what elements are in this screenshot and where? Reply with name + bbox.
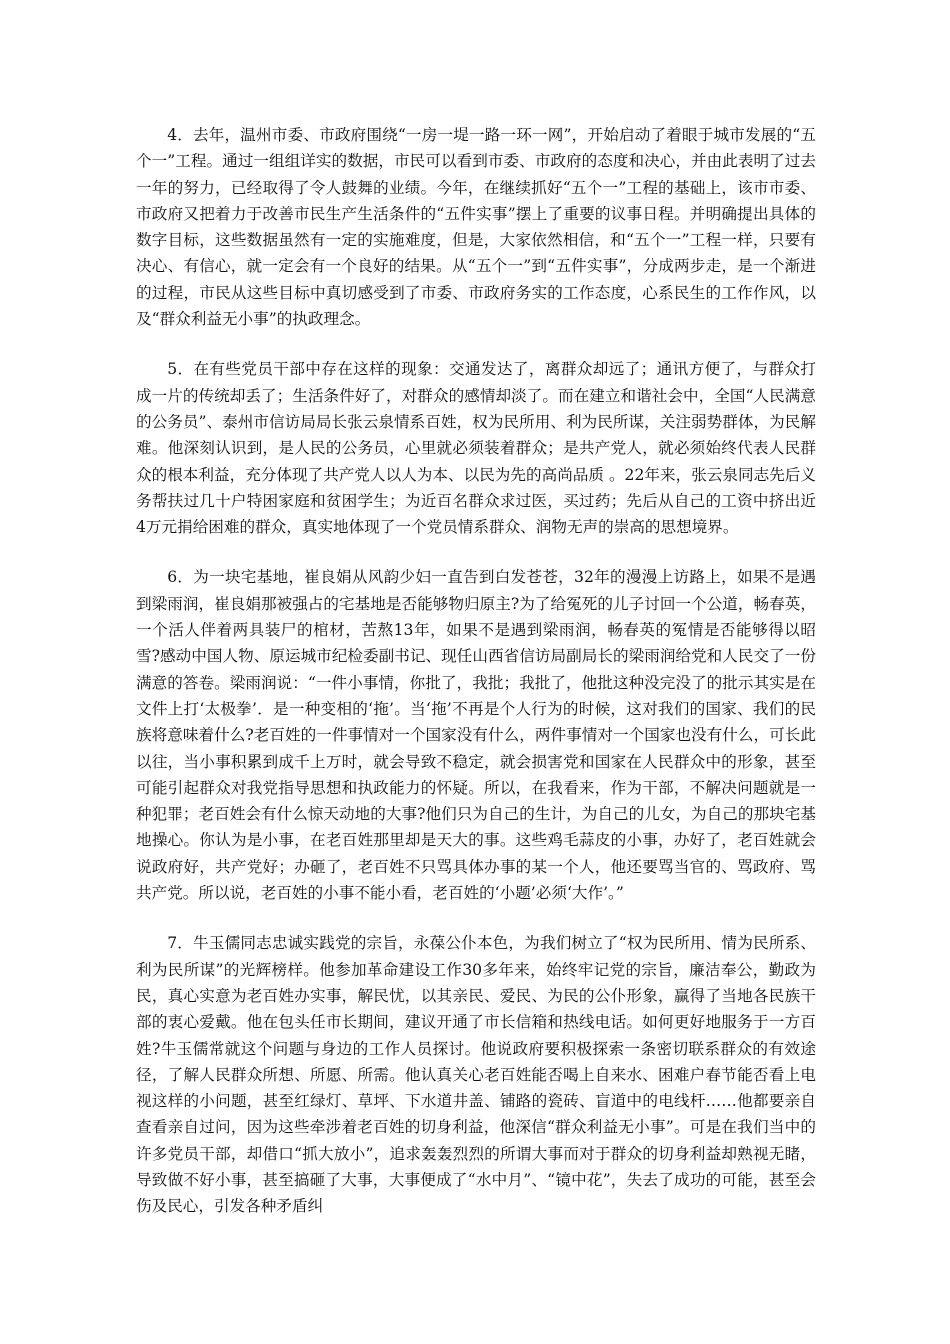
paragraph-6: 6．为一块宅基地，崔良娟从风韵少妇一直告到白发苍苍，32年的漫漫上访路上，如果不是遇到梁雨润，崔良娟那被强占的宅基地是否能够物归原主?为了给冤死的儿子讨回一个公道，畅春英，一个活人伴着两具装尸的棺材，苦熬13年，如果不是遇到梁雨润，畅春英的冤情是否能够得以昭雪?感动中国人物、原运城市纪检委副书记、现任山西省信访局副局长的梁雨润给党和人民交了一份满意的答卷。梁雨润说：“一件小事情，你批了，我批；我批了，他批这种没完没了的批示其实是在文件上打‘太极拳’．是一种变相的‘拖’。当‘拖’不再是个人行为的时候，这对我们的国家、我们的民族将意味着什么?老百姓的一件事情对一个国家没有什么，两件事情对一个国家也没有什么，可长此以往，当小事积累到成千上万时，就会导致不稳定，就会损害党和国家在人民群众中的形象，甚至可能引起群众对我党指导思想和执政能力的怀疑。所以，在我看来，作为干部，不解决问题就是一种犯罪；老百姓会有什么惊天动地的大事?他们只为自己的生计，为自己的儿女，为自己的那块宅基地操心。你认为是小事，在老百姓那里却是天大的事。这些鸡毛蒜皮的小事，办好了，老百姓就会说政府好，共产党好；办砸了，老百姓不只骂具体办事的某一个人，他还要骂当官的、骂政府、骂共产党。所以说，老百姓的小事不能小看，老百姓的‘小题’必须‘大作’。” (136, 568, 816, 903)
document-page (136, 122, 816, 1244)
paragraph-7: 7．牛玉儒同志忠诚实践党的宗旨，永葆公仆本色，为我们树立了“权为民所用、情为民所系、利为民所谋”的光辉榜样。他参加革命建设工作30多年来，始终牢记党的宗旨，廉洁奉公，勤政为民，真心实意为老百姓办实事，解民忧，以其亲民、爱民、为民的公仆形象，赢得了当地各民族干部的衷心爱戴。他在包头任市长期间，建议开通了市长信箱和热线电话。如何更好地服务于一方百姓?牛玉儒常就这个问题与身边的工作人员探讨。他说政府要积极探索一条密切联系群众的有效途径，了解人民群众所想、所愿、所需。他认真关心老百姓能否喝上自来水、困难户春节能否看上电视这样的小问题，甚至红绿灯、草坪、下水道井盖、铺路的瓷砖、盲道中的电线杆……他都要亲自查看亲自过问，因为这些牵涉着老百姓的切身利益，他深信“群众利益无小事”。可是在我们当中的许多党员干部，却借口“抓大放小”，追求轰轰烈烈的所谓大事而对于群众的切身利益却熟视无睹，导致做不好小事，甚至搞砸了大事，大事便成了“水中月”、“镜中花”，失去了成功的可能，甚至会伤及民心，引发各种矛盾纠 (136, 934, 816, 1216)
paragraph-4: 4．去年，温州市委、市政府围绕“一房一堤一路一环一网”，开始启动了着眼于城市发展的“五个一”工程。通过一组组详实的数据，市民可以看到市委、市政府的态度和决心，并由此表明了过去一年的努力，已经取得了令人鼓舞的业绩。今年，在继续抓好“五个一”工程的基础上，该市市委、市政府又把着力于改善市民生产生活条件的“五件实事”摆上了重要的议事日程。并明确提出具体的数字目标，这些数据虽然有一定的实施难度，但是，大家依然相信，和“五个一”工程一样，只要有决心、有信心，就一定会有一个良好的结果。从“五个一”到“五件实事”，分成两步走，是一个渐进的过程，市民从这些目标中真切感受到了市委、市政府务实的工作态度，心系民生的工作作风，以及“群众利益无小事”的执政理念。 (136, 126, 816, 329)
paragraph-5: 5．在有些党员干部中存在这样的现象：交通发达了，离群众却远了；通讯方便了，与群众打成一片的传统却丢了；生活条件好了，对群众的感情却淡了。而在建立和谐社会中，全国“人民满意的公务员”、泰州市信访局局长张云泉情系百姓，权为民所用、利为民所谋，关注弱势群体，为民解难。他深刻认识到，是人民的公务员，心里就必须装着群众；是共产党人，就必须始终代表人民群众的根本利益，充分体现了共产党人以人为本、以民为先的高尚品质 。22年来，张云泉同志先后义务帮扶过几十户特困家庭和贫困学生；为近百名群众求过医，买过药；先后从自己的工资中挤出近4万元捐给困难的群众，真实地体现了一个党员情系群众、润物无声的崇高的思想境界。 (136, 360, 816, 537)
